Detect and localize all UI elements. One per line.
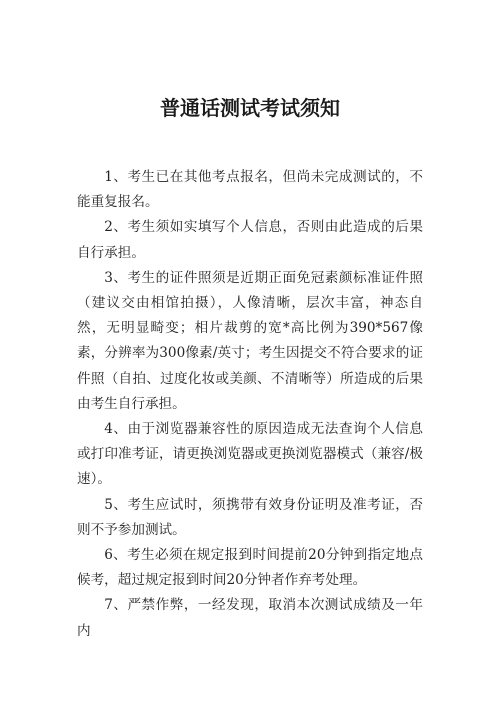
document-body (77, 165, 423, 644)
document-title: 普通话测试考试须知 (160, 96, 340, 120)
notice-item-3: 3、考生的证件照须是近期正面免冠素颜标准证件照（建议交由相馆拍摄），人像清晰，层次丰富，神态自然，无明显畸变；相片裁剪的宽*高比例为390*567像素，分辨率为300像素/英寸；考生因提交不符合要求的证件照（自拍、过度化妆或美颜、不清晰等）所造成的后果由考生自行承担。 (77, 269, 423, 412)
notice-item-7: 7、严禁作弊，一经发现，取消本次测试成绩及一年内 (77, 597, 423, 639)
notice-item-6: 6、考生必须在规定报到时间提前20分钟到指定地点候考，超过规定报到时间20分钟者作弃考处理。 (77, 547, 423, 589)
notice-item-1: 1、考生已在其他考点报名，但尚未完成测试的，不能重复报名。 (77, 169, 423, 211)
notice-item-4: 4、由于浏览器兼容性的原因造成无法查询个人信息或打印准考证，请更换浏览器或更换浏览器模式（兼容/极速）。 (77, 421, 423, 488)
notice-item-5: 5、考生应试时，须携带有效身份证明及准考证，否则不予参加测试。 (77, 496, 423, 538)
notice-item-2: 2、考生须如实填写个人信息，否则由此造成的后果自行承担。 (77, 219, 423, 261)
